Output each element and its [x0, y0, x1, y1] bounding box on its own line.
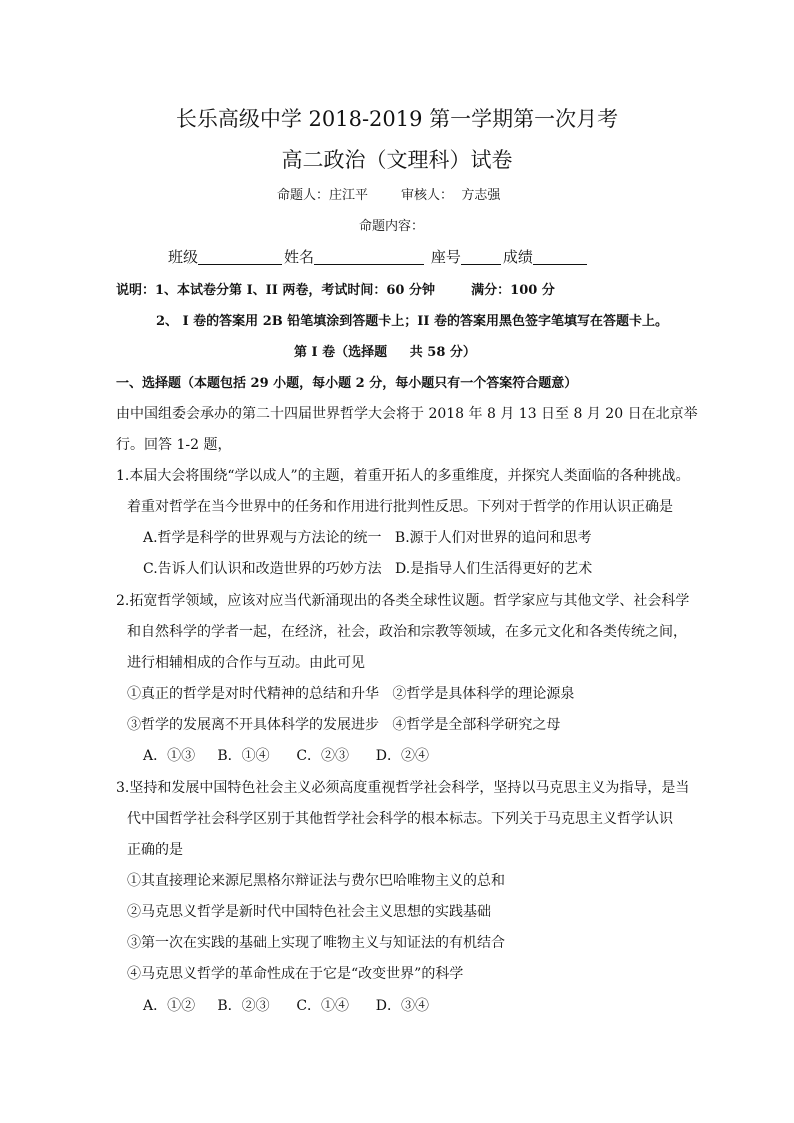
- student-info-row: [168, 250, 589, 265]
- q2-statements-2: ③哲学的发展离不开具体科学的发展进步 ④哲学是全部科学研究之母: [127, 717, 561, 733]
- q2-stem-2: 和自然科学的学者一起，在经济，社会，政治和宗教等领域，在多元文化和各类传统之间，: [127, 624, 687, 640]
- q1-options-row-1: A.哲学是科学的世界观与方法论的统一 B.源于人们对世界的追问和思考: [143, 530, 592, 546]
- author-line: 命题人：庄江平 审核人： 方志强: [277, 188, 501, 203]
- q3-statement-2: ②马克思义哲学是新时代中国特色社会主义思想的实践基础: [127, 904, 491, 920]
- q3-statement-4: ④马克思义哲学的革命性成在于它是“改变世界”的科学: [127, 966, 464, 982]
- q1-stem-1: 1.本届大会将围绕“学以成人”的主题，着重开拓人的多重维度，并探究人类面临的各种挑战。: [116, 468, 690, 484]
- class-blank[interactable]: [198, 250, 282, 265]
- q3-choices: A．①② B．②③ C．①④ D．③④: [143, 998, 429, 1014]
- q2-stem-1: 2.拓宽哲学领域，应该对应当代新涌现出的各类全球性议题。哲学家应与其他文学、社会科学: [116, 593, 690, 609]
- q3-statement-3: ③第一次在实践的基础上实现了唯物主义与知证法的有机结合: [127, 935, 505, 951]
- section-intro-2: 行。回答 1-2 题，: [116, 437, 232, 453]
- exam-title: 长乐高级中学 2018-2019 第一学期第一次月考: [175, 107, 619, 131]
- exam-subtitle: 高二政治（文理科）试卷: [281, 148, 513, 172]
- score-label: 成绩: [502, 248, 533, 266]
- seat-label: 座号: [430, 248, 461, 266]
- section-title: 第 I 卷（选择题 共 58 分）: [294, 345, 476, 360]
- instruction-line-1: 说明：1、本试卷分第 I、II 两卷，考试时间：60 分钟 满分：100 分: [116, 283, 555, 298]
- section-heading: 一、选择题（本题包括 29 小题，每小题 2 分，每小题只有一个答案符合题意）: [116, 376, 578, 391]
- seat-blank[interactable]: [461, 250, 501, 265]
- q3-stem-1: 3.坚持和发展中国特色社会主义必须高度重视哲学社会科学，坚持以马克思主义为指导，是当: [116, 780, 690, 796]
- q2-stem-3: 进行相辅相成的合作与互动。由此可见: [127, 655, 365, 671]
- q2-statements-1: ①真正的哲学是对时代精神的总结和升华 ②哲学是具体科学的理论源泉: [127, 686, 575, 702]
- q2-choices: A．①③ B．①④ C．②③ D．②④: [143, 748, 429, 764]
- section-intro-1: 由中国组委会承办的第二十四届世界哲学大会将于 2018 年 8 月 13 日至 8 月 20 日在北京举: [116, 406, 698, 422]
- q3-statement-1: ①其直接理论来源尼黑格尔辩证法与费尔巴哈唯物主义的总和: [127, 873, 505, 889]
- q3-stem-2: 代中国哲学社会科学区别于其他哲学社会科学的根本标志。下列关于马克思主义哲学认识: [127, 811, 673, 827]
- instruction-line-2: 2、 I 卷的答案用 2B 铅笔填涂到答题卡上；II 卷的答案用黑色签字笔填写在答题卡上。: [156, 314, 668, 329]
- q1-stem-2: 着重对哲学在当今世界中的任务和作用进行批判性反思。下列对于哲学的作用认识正确是: [127, 499, 673, 515]
- name-label: 姓名: [284, 248, 315, 266]
- q3-stem-3: 正确的是: [127, 842, 183, 858]
- class-label: 班级: [168, 248, 199, 266]
- name-blank[interactable]: [314, 250, 424, 265]
- q1-options-row-2: C.告诉人们认识和改造世界的巧妙方法 D.是指导人们生活得更好的艺术: [143, 561, 593, 577]
- content-line: 命题内容：: [359, 219, 425, 234]
- score-blank[interactable]: [533, 250, 587, 265]
